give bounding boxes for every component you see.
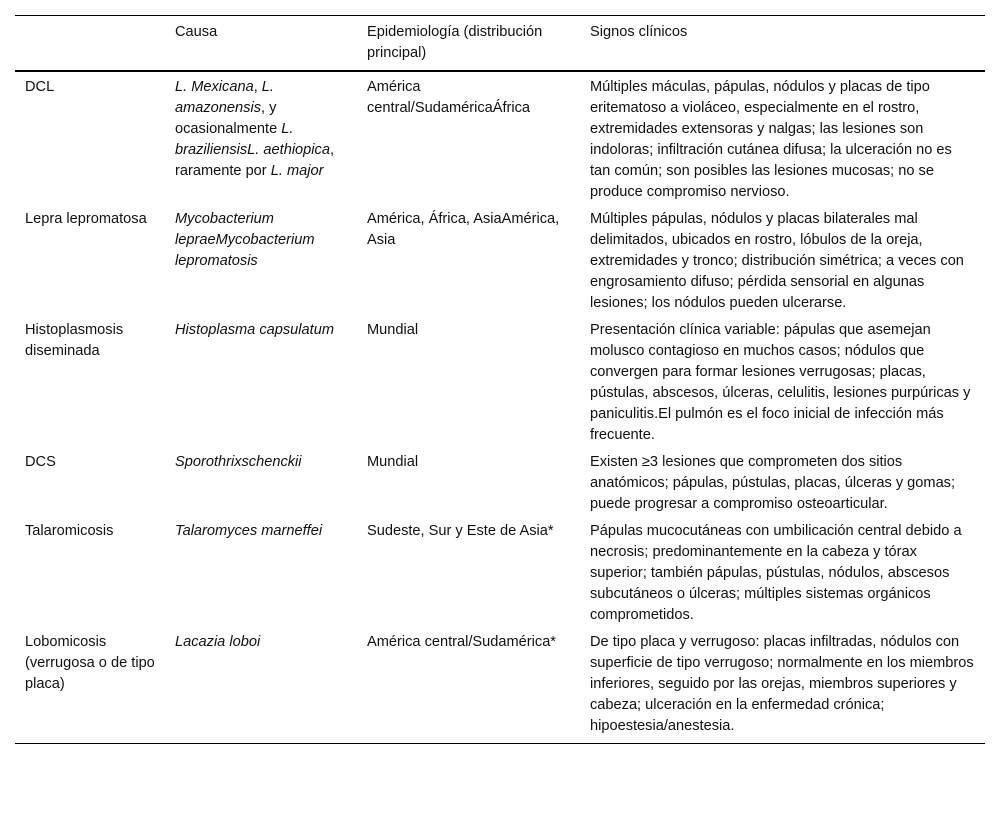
table-row — [15, 516, 985, 627]
table-row — [15, 71, 985, 204]
disease-cell: Histoplasmosis diseminada — [25, 322, 124, 359]
disease-cell: DCS — [25, 454, 56, 470]
signs-cell: Presentación clínica variable: pápulas que asemejan molusco contagioso en muchos casos; nódulos que convergen para formar lesiones verrugosas; placas, pústulas, abscesos, úlceras, celulitis, lesiones purpúricas y paniculitis.El pulmón es el foco inicial de infección más frecuente. — [590, 322, 971, 443]
cause-cell: Mycobacterium lepraeMycobacterium lepromatosis — [175, 211, 315, 269]
epidemiology-cell: Sudeste, Sur y Este de Asia* — [367, 523, 554, 539]
disease-cell: Lobomicosis (verrugosa o de tipo placa) — [25, 634, 155, 692]
disease-cell: Talaromicosis — [25, 523, 114, 539]
species-name: L. braziliensisL. aethiopica — [175, 121, 330, 158]
species-name: L. amazonensis — [175, 79, 274, 116]
cause-cell — [165, 71, 357, 204]
epidemiology-cell: América central/Sudamérica* — [367, 634, 556, 650]
signs-cell: Pápulas mucocutáneas con umbilicación central debido a necrosis; predominantemente en la cabeza y tórax superior; también pápulas, pústulas, nódulos, abscesos subcutáneos o úlceras; múltiples sistemas orgánicos comprometidos. — [590, 523, 962, 623]
disease-cell: Lepra lepromatosa — [25, 211, 147, 227]
table-row — [15, 204, 985, 315]
header-row — [15, 16, 985, 72]
cause-cell: Histoplasma capsulatum — [175, 322, 334, 338]
header-disease — [15, 16, 165, 72]
cause-text: , — [253, 79, 262, 95]
table-row — [15, 447, 985, 516]
disease-comparison-table — [15, 15, 985, 744]
cause-cell: Lacazia loboi — [175, 634, 261, 650]
cause-cell: Talaromyces marneffei — [175, 523, 323, 539]
disease-cell: DCL — [25, 79, 55, 95]
table-row — [15, 315, 985, 447]
epidemiology-cell: América, África, AsiaAmérica, Asia — [367, 211, 560, 248]
cause-cell: Sporothrixschenckii — [175, 454, 302, 470]
epidemiology-cell: Mundial — [367, 322, 419, 338]
species-name: L. major — [270, 163, 324, 179]
epidemiology-cell: Mundial — [367, 454, 419, 470]
species-name: L. Mexicana — [175, 79, 254, 95]
cause-text: , y ocasionalmente — [175, 100, 282, 137]
cause-text: , raramente por — [175, 142, 335, 179]
epidemiology-cell: América central/SudaméricaÁfrica — [367, 79, 531, 116]
signs-cell: De tipo placa y verrugoso: placas infiltradas, nódulos con superficie de tipo verrugoso; normalmente en los miembros inferiores, seguido por las orejas, miembros superiores y cabeza; ulceración en la enfermedad crónica; hipoestesia/anestesia. — [590, 634, 974, 734]
header-cause: Causa — [175, 24, 218, 40]
signs-cell: Existen ≥3 lesiones que comprometen dos sitios anatómicos; pápulas, pústulas, placas, úlceras y gomas; puede progresar a compromiso osteoarticular. — [590, 454, 956, 512]
header-epidemiology: Epidemiología (distribución principal) — [367, 24, 543, 61]
header-clinical-signs: Signos clínicos — [590, 24, 688, 40]
signs-cell: Múltiples pápulas, nódulos y placas bilaterales mal delimitados, ubicados en rostro, lóbulos de la oreja, extremidades y tronco; distribución simétrica; a veces con engrosamiento difuso; pérdida sensorial en algunas lesiones; los nódulos pueden ulcerarse. — [590, 211, 964, 311]
signs-cell: Múltiples máculas, pápulas, nódulos y placas de tipo eritematoso a violáceo, especialmente en el rostro, extremidades extensoras y nalgas; las lesiones son indoloras; infiltración cutánea difusa; la ulceración no es tan común; son posibles las lesiones mucosas; no se produce compromiso nervioso. — [590, 79, 952, 200]
table-row — [15, 627, 985, 744]
